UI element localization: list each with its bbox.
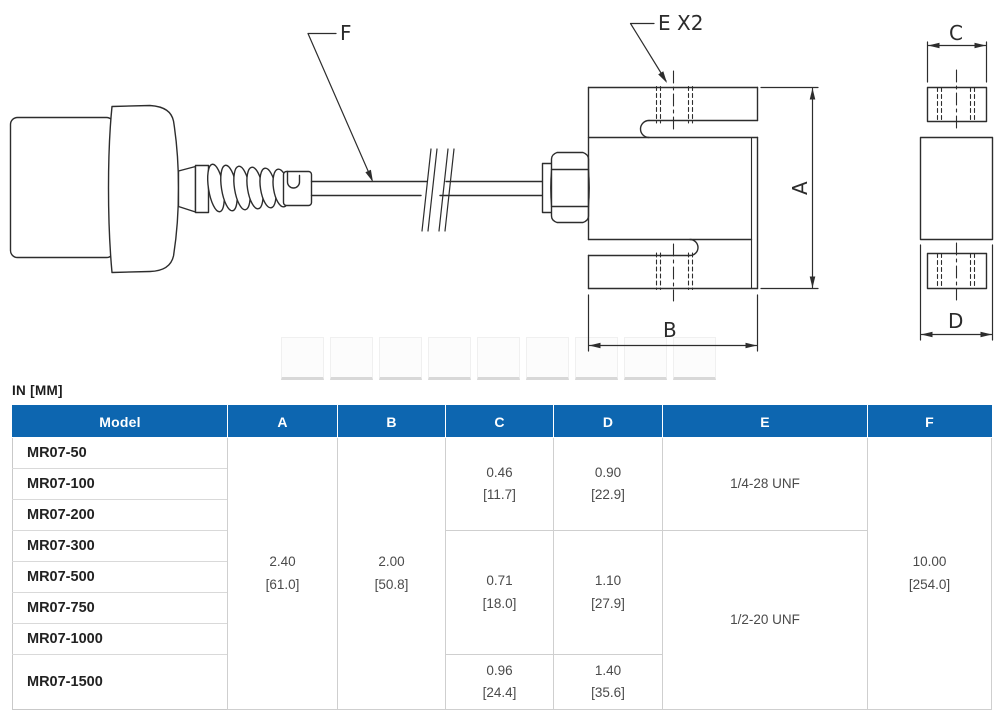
column-header-c: C <box>446 406 554 438</box>
value-cell-c <box>446 438 554 531</box>
leader-e <box>631 11 704 83</box>
leader-f <box>308 21 373 182</box>
dim-label-f: F <box>340 21 352 45</box>
value-cell-e <box>663 438 868 531</box>
model-cell: MR07-200 <box>13 500 228 531</box>
dim-label-c: C <box>949 21 963 45</box>
cable <box>312 149 543 231</box>
column-header-f: F <box>868 406 992 438</box>
value-cell-d <box>554 438 663 531</box>
column-header-d: D <box>554 406 663 438</box>
load-cell-side-view <box>921 70 993 300</box>
table-body <box>13 438 992 710</box>
value-line: [24.4] <box>482 685 517 700</box>
column-header-a: A <box>228 406 338 438</box>
value-line: 1/4-28 UNF <box>730 475 800 491</box>
value-cell-c <box>446 531 554 655</box>
column-header-model: Model <box>13 406 228 438</box>
model-cell: MR07-300 <box>13 531 228 562</box>
value-line: [27.9] <box>591 595 625 611</box>
model-cell: MR07-1000 <box>13 624 228 655</box>
value-cell-d <box>554 531 663 655</box>
threaded-hole-bottom <box>657 253 693 290</box>
threaded-hole-top <box>657 87 693 124</box>
value-cell-d <box>554 655 663 710</box>
dim-label-a: A <box>788 181 812 195</box>
column-header-b: B <box>338 406 446 438</box>
table-row <box>13 531 992 562</box>
model-cell: MR07-50 <box>13 438 228 469</box>
table-header-row <box>13 406 992 438</box>
table-head <box>13 406 992 438</box>
model-cell: MR07-500 <box>13 562 228 593</box>
dim-label-d: D <box>948 309 964 333</box>
model-cell: MR07-100 <box>13 469 228 500</box>
dimension-a <box>761 88 818 289</box>
value-line: 0.90 <box>594 464 622 480</box>
value-cell-a <box>228 438 338 710</box>
column-header-e: E <box>663 406 868 438</box>
dimensions-table-wrap <box>12 405 991 710</box>
value-line: 1.40 <box>594 662 622 678</box>
value-line: [61.0] <box>265 576 300 592</box>
dimensions-table <box>12 405 992 710</box>
cable-connector <box>11 106 209 273</box>
model-cell: MR07-1500 <box>13 655 228 710</box>
value-line: 0.96 <box>486 662 513 678</box>
cable-break-symbol <box>422 149 454 231</box>
value-line: 2.40 <box>269 554 296 570</box>
value-line: 2.00 <box>378 554 405 570</box>
hex-nut-fitting <box>543 153 590 223</box>
dimension-b <box>589 295 758 351</box>
value-line: [18.0] <box>482 595 517 611</box>
value-line: [22.9] <box>591 487 625 502</box>
value-line: [11.7] <box>483 487 516 502</box>
dim-label-e: E X2 <box>658 11 704 35</box>
value-line: 0.46 <box>486 464 513 480</box>
load-cell-front-view <box>589 71 758 301</box>
value-cell-c <box>446 655 554 710</box>
value-line: 10.00 <box>912 554 947 570</box>
units-label: IN [MM] <box>12 383 63 398</box>
value-cell-e <box>663 531 868 710</box>
strain-relief-spring <box>205 163 312 213</box>
dim-label-b: B <box>663 318 677 342</box>
value-cell-f <box>868 438 992 710</box>
table-row <box>13 438 992 469</box>
value-line: [50.8] <box>374 576 409 592</box>
value-line: 1/2-20 UNF <box>730 611 800 627</box>
value-line: [254.0] <box>908 576 951 592</box>
value-cell-b <box>338 438 446 710</box>
value-line: 1.10 <box>594 573 622 589</box>
model-cell: MR07-750 <box>13 593 228 624</box>
value-line: [35.6] <box>591 685 625 700</box>
value-line: 0.71 <box>486 573 513 589</box>
